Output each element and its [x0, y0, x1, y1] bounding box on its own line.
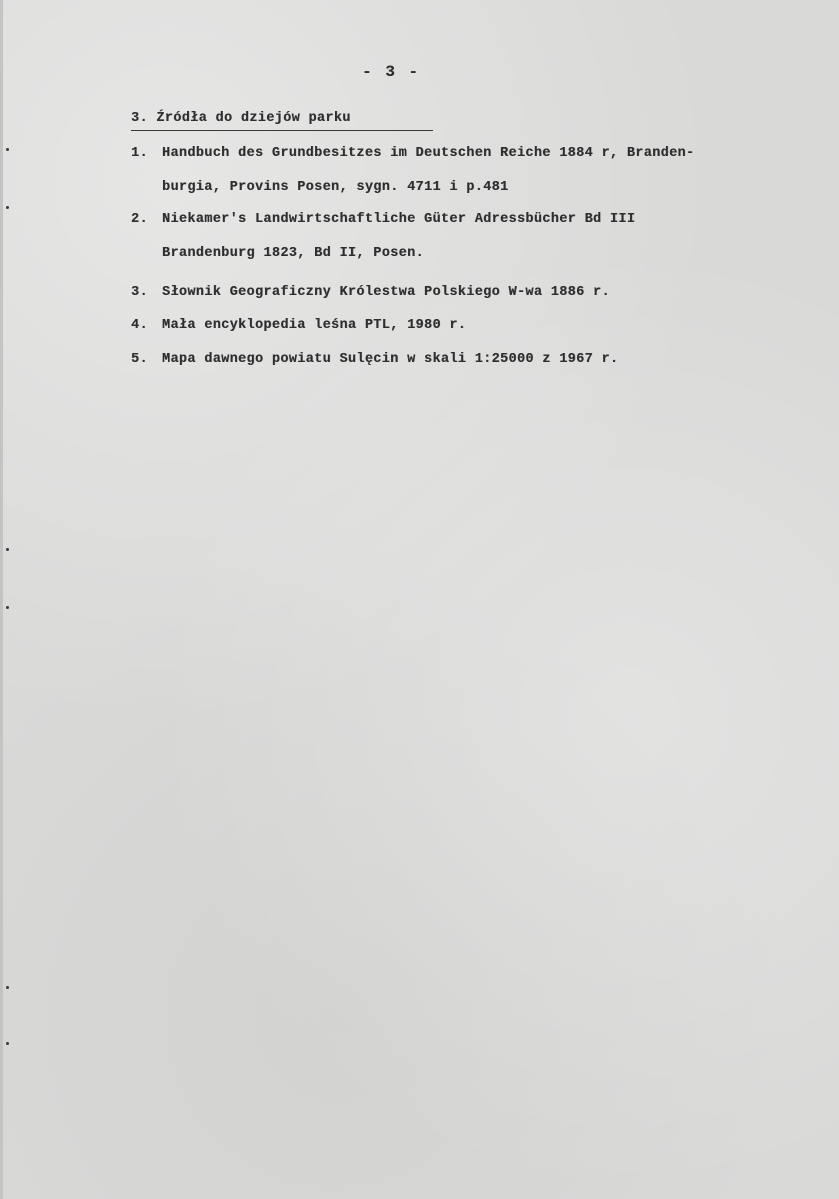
margin-mark: [6, 148, 9, 151]
margin-mark: [6, 606, 9, 609]
margin-mark: [6, 206, 9, 209]
margin-mark: [6, 986, 9, 989]
margin-mark: [6, 1042, 9, 1045]
section-heading: 3. Źródła do dziejów parku: [131, 110, 433, 131]
reference-text-line: Mała encyklopedia leśna PTL, 1980 r.: [162, 318, 467, 333]
margin-mark: [6, 548, 9, 551]
reference-number: 1.: [131, 146, 148, 161]
reference-text-line: Brandenburg 1823, Bd II, Posen.: [162, 246, 424, 261]
page-number: - 3 -: [362, 63, 421, 81]
reference-number: 4.: [131, 318, 148, 333]
reference-text-line: Niekamer's Landwirtschaftliche Güter Adressbücher Bd III: [162, 212, 636, 227]
reference-text-line: burgia, Provins Posen, sygn. 4711 i p.481: [162, 180, 509, 195]
reference-text-line: Mapa dawnego powiatu Sulęcin w skali 1:25000 z 1967 r.: [162, 352, 619, 367]
reference-number: 5.: [131, 352, 148, 367]
reference-text-line: Słownik Geograficzny Królestwa Polskiego W-wa 1886 r.: [162, 285, 610, 300]
page-edge: [0, 0, 3, 1199]
reference-number: 2.: [131, 212, 148, 227]
reference-number: 3.: [131, 285, 148, 300]
reference-text-line: Handbuch des Grundbesitzes im Deutschen Reiche 1884 r, Branden-: [162, 146, 695, 161]
